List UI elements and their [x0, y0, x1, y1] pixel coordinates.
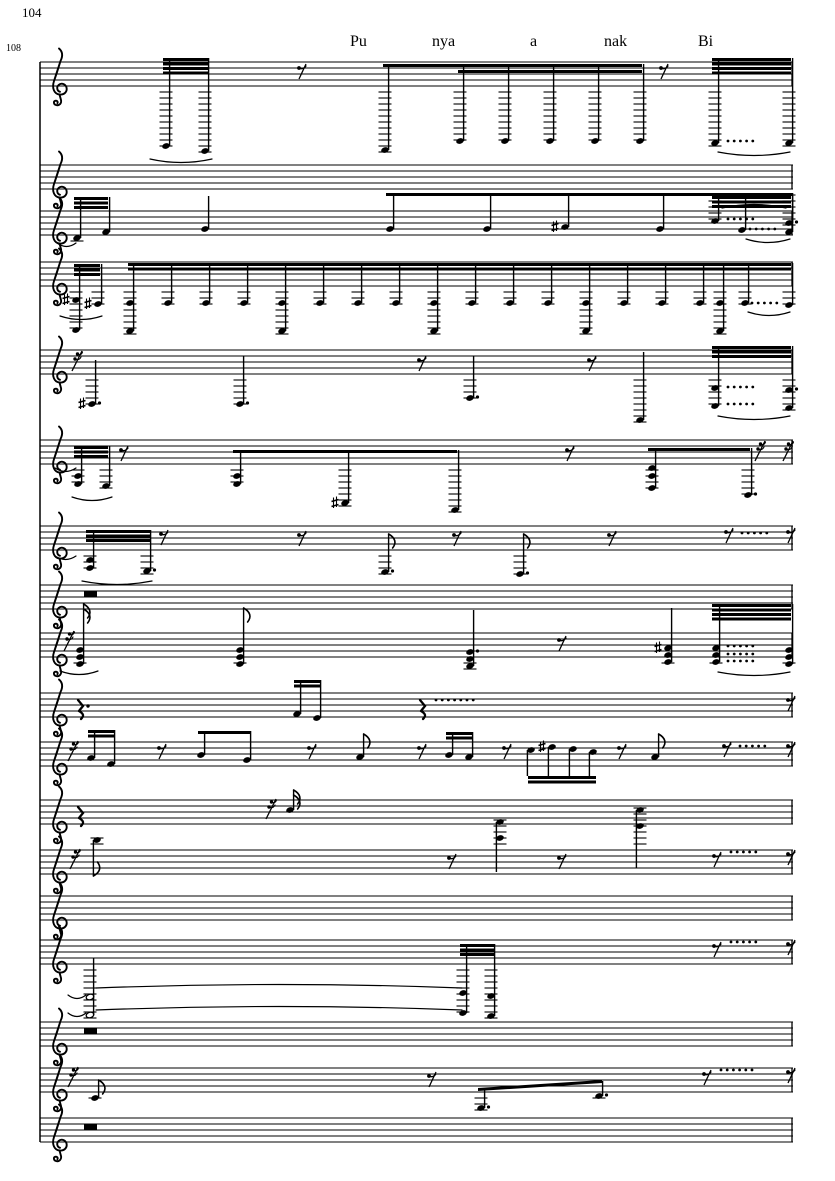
page-number: 104 [22, 5, 42, 20]
treble-clef-icon [53, 1105, 67, 1162]
measure-number: 108 [6, 43, 21, 54]
lyric-syllable: nya [432, 33, 456, 50]
treble-clef-icon [53, 787, 67, 844]
treble-clef-icon [53, 513, 67, 570]
treble-clef-icon [53, 427, 67, 484]
lyric-syllable: nak [604, 33, 628, 50]
treble-clef-icon [53, 729, 67, 786]
treble-clef-icon [53, 680, 67, 737]
treble-clef-icon [53, 337, 67, 394]
lyric-syllable: Bi [698, 33, 714, 50]
treble-clef-icon [53, 49, 67, 106]
lyric-syllable: Pu [350, 33, 367, 50]
lyric-syllable: a [530, 33, 538, 50]
